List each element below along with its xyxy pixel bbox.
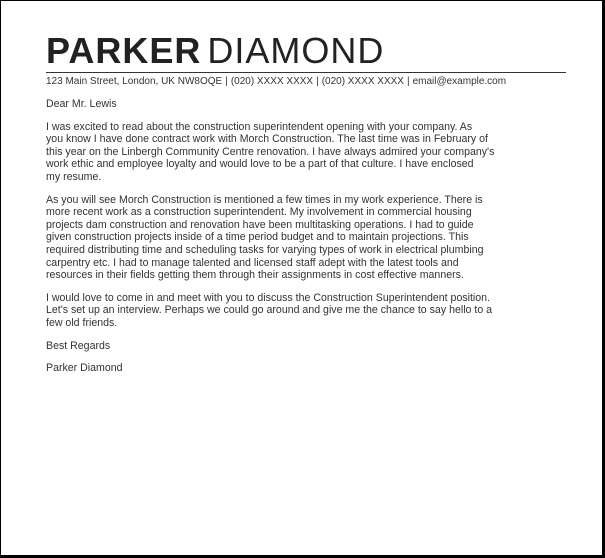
salutation: Dear Mr. Lewis xyxy=(46,98,117,110)
paragraph-3-line: Let's set up an interview. Perhaps we could go around and give me the chance to say hello to a xyxy=(46,304,493,317)
paragraph-3 xyxy=(46,292,566,330)
contact-phone-1: (020) XXXX XXXX xyxy=(230,76,314,87)
contact-separator: | xyxy=(225,76,228,87)
paragraph-2 xyxy=(46,194,566,282)
last-name: DIAMOND xyxy=(207,30,385,71)
contact-email: email@example.com xyxy=(412,76,507,87)
paragraph-2-line: projects dam construction and renovation have been multitasking operations. I had to guide xyxy=(46,218,474,231)
contact-address: 123 Main Street, London, UK NW8OQE xyxy=(46,76,223,87)
paragraph-1-line: you know I have done contract work with Morch Construction. The last time was in February of xyxy=(46,133,488,146)
paragraph-2-line: given construction projects inside of a time period budget and to maintain projections. This xyxy=(46,231,469,244)
paragraph-1-line: work ethic and employee loyalty and would love to be a part of that culture. I have enclosed xyxy=(46,158,474,171)
paragraph-2-line: resources in their fields getting them through their assignments in cost effective manners. xyxy=(46,269,464,282)
paragraph-2-line: more recent work as a construction superintendent. My involvement in commercial housing xyxy=(46,206,472,219)
paragraph-2-line: required distributing time and scheduling tasks for varying types of work in electrical plumbing xyxy=(46,243,484,256)
letter-content xyxy=(46,31,566,385)
contact-separator: | xyxy=(406,76,410,87)
closing: Best Regards xyxy=(46,339,111,352)
paragraph-3-line: few old friends. xyxy=(46,316,118,329)
paragraph-1-line: this year on the Linbergh Community Centre renovation. I have always admired your company's xyxy=(46,145,495,158)
letterhead-name xyxy=(46,31,566,71)
paragraph-3-line: I would love to come in and meet with you to discuss the Construction Superintendent position. xyxy=(46,291,491,304)
paragraph-2-line: carpentry etc. I had to manage talented and licensed staff adept with the latest tools and xyxy=(46,256,459,269)
paragraph-1 xyxy=(46,121,566,184)
paragraph-1-line: my resume. xyxy=(46,170,102,183)
first-name: PARKER xyxy=(46,30,202,71)
contact-phone-2: (020) XXXX XXXX xyxy=(321,76,404,87)
paragraph-2-line: As you will see Morch Construction is mentioned a few times in my work experience. There is xyxy=(46,193,483,206)
signature: Parker Diamond xyxy=(46,362,123,375)
contact-separator: | xyxy=(316,76,319,87)
contact-line xyxy=(46,72,566,92)
letter-page xyxy=(1,1,602,555)
paragraph-1-line: I was excited to read about the construction superintendent opening with your company. As xyxy=(46,120,473,133)
